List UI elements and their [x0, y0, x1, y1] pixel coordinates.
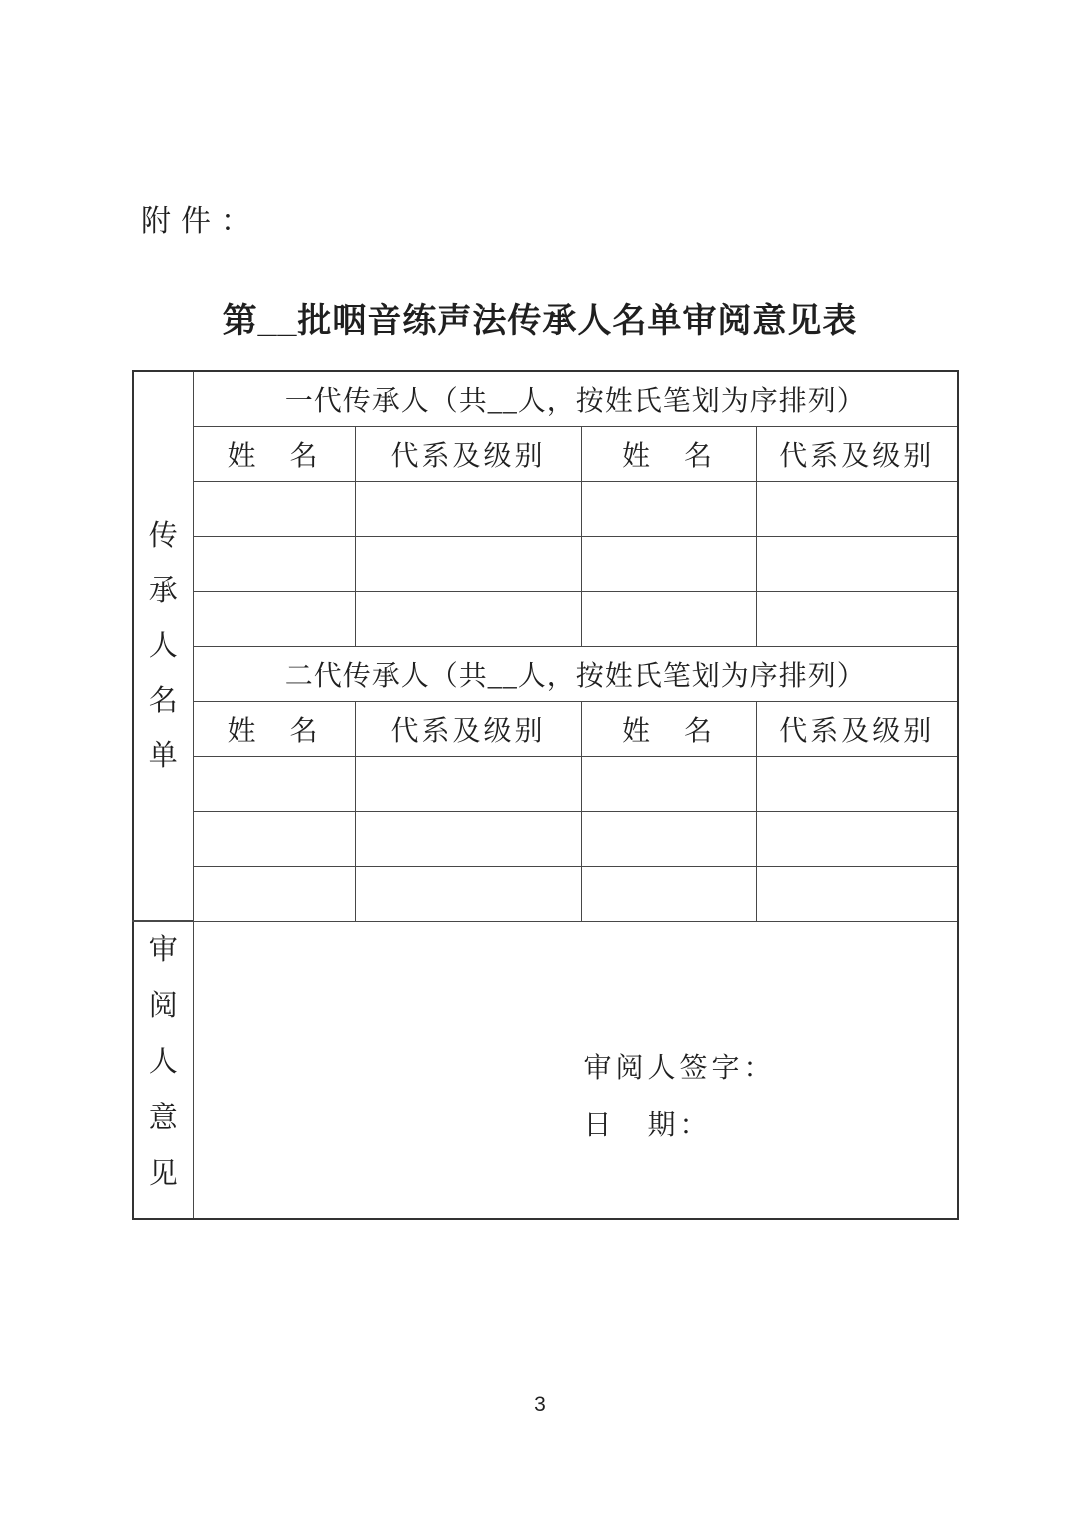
- empty-data-cell: [355, 756, 581, 811]
- empty-data-cell: [756, 756, 958, 811]
- empty-data-cell: [581, 481, 756, 536]
- table-row: [133, 536, 958, 591]
- empty-data-cell: [756, 481, 958, 536]
- empty-data-cell: [756, 536, 958, 591]
- table-row: [133, 811, 958, 866]
- empty-data-cell: [756, 591, 958, 646]
- s2-lineage-column-header-1: 代系及级别: [355, 701, 581, 756]
- empty-data-cell: [193, 536, 355, 591]
- form-table: [132, 370, 959, 1220]
- review-opinion-cell: [193, 921, 958, 1219]
- empty-data-cell: [355, 591, 581, 646]
- inheritor-list-vertical-text: 传 承 人 名 单: [148, 519, 178, 772]
- generation-1-header: 一代传承人（共__人，按姓氏笔划为序排列）: [193, 371, 958, 426]
- empty-data-cell: [193, 591, 355, 646]
- empty-data-cell: [193, 866, 355, 921]
- empty-data-cell: [581, 536, 756, 591]
- attachment-label: 附件：: [141, 205, 261, 238]
- s2-name-column-header-1: 姓 名: [193, 701, 355, 756]
- empty-data-cell: [581, 591, 756, 646]
- empty-data-cell: [193, 481, 355, 536]
- table-row: [133, 481, 958, 536]
- inheritor-list-label: [133, 371, 193, 921]
- page-number: 3: [534, 1393, 546, 1416]
- empty-data-cell: [756, 811, 958, 866]
- table-row: [133, 756, 958, 811]
- s1-name-column-header-2: 姓 名: [581, 426, 756, 481]
- s1-lineage-column-header-2: 代系及级别: [756, 426, 958, 481]
- date-label: 日 期：: [583, 1109, 712, 1141]
- review-opinion-label: [133, 921, 193, 1219]
- empty-data-cell: [355, 811, 581, 866]
- empty-data-cell: [756, 866, 958, 921]
- review-opinion-vertical-text: 审 阅 人 意 见: [148, 934, 178, 1190]
- s1-lineage-column-header-1: 代系及级别: [355, 426, 581, 481]
- table-row: [133, 866, 958, 921]
- empty-data-cell: [355, 536, 581, 591]
- empty-data-cell: [581, 811, 756, 866]
- empty-data-cell: [581, 756, 756, 811]
- empty-data-cell: [193, 756, 355, 811]
- empty-data-cell: [355, 481, 581, 536]
- page-title: 第__批咽音练声法传承人名单审阅意见表: [222, 302, 858, 340]
- s2-lineage-column-header-2: 代系及级别: [756, 701, 958, 756]
- reviewer-signature-label: 审阅人签字：: [583, 1052, 776, 1084]
- s2-name-column-header-2: 姓 名: [581, 701, 756, 756]
- empty-data-cell: [355, 866, 581, 921]
- generation-2-header: 二代传承人（共__人，按姓氏笔划为序排列）: [193, 646, 958, 701]
- s1-name-column-header-1: 姓 名: [193, 426, 355, 481]
- table-row: [133, 591, 958, 646]
- empty-data-cell: [581, 866, 756, 921]
- empty-data-cell: [193, 811, 355, 866]
